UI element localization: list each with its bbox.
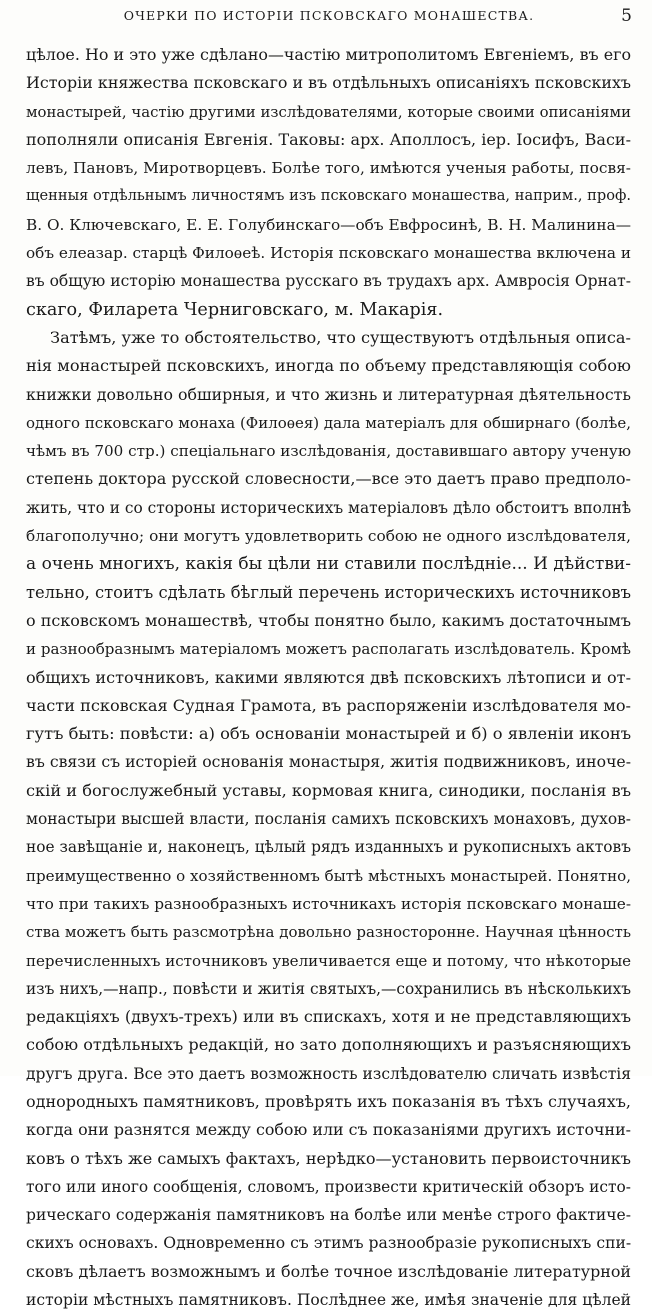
- text-line: въ связи съ исторіей основанія монастыря, житія подвижниковъ, иноче-: [26, 752, 631, 772]
- text-line: левъ, Пановъ, Миротворцевъ. Болѣе того, имѣются ученыя работы, посвя-: [26, 159, 631, 178]
- text-line: одного псковскаго монаха (Филоѳея) дала матеріалъ для обширнаго (болѣе,: [26, 413, 631, 432]
- text-line: о псковскомъ монашествѣ, чтобы понятно было, какимъ достаточнымъ: [26, 610, 631, 630]
- text-line: когда они разнятся между собою или съ показаніями другихъ источни-: [26, 1120, 631, 1140]
- text-line: изъ нихъ,—напр., повѣсти и житія святыхъ,—сохранились въ нѣсколькихъ: [26, 979, 631, 998]
- text-line: степень доктора русской словесности,—все это даетъ право предполо-: [26, 469, 631, 489]
- running-title: ОЧЕРКИ ПО ИСТОРІИ ПСКОВСКАГО МОНАШЕСТВА.: [123, 8, 535, 23]
- text-line: Исторіи княжества псковскаго и въ отдѣльныхъ описаніяхъ псковскихъ: [26, 73, 631, 93]
- text-line: пополняли описанія Евгенія. Таковы: арх. Аполлосъ, іер. Іосифъ, Васи-: [26, 129, 631, 149]
- text-line: преимущественно о хозяйственномъ бытѣ мѣстныхъ монастырей. Понятно,: [26, 866, 631, 885]
- text-line: объ елеазар. старцѣ Филоѳеѣ. Исторія псковскаго монашества включена и: [26, 244, 631, 263]
- paragraph: [26, 324, 631, 1314]
- text-line: жить, что и со стороны историческихъ матеріаловъ дѣло обстоитъ вполнѣ: [26, 498, 632, 517]
- text-line: гутъ быть: повѣсти: а) объ основаніи монастырей и б) о явленіи иконъ: [26, 724, 632, 744]
- text-line: собою отдѣльныхъ редакцій, но зато дополняющихъ и разъясняющихъ: [26, 1035, 631, 1055]
- text-line: рическаго содержанія памятниковъ на болѣе или менѣе строго фактиче-: [26, 1206, 631, 1225]
- text-line: книжки довольно обширныя, и что жизнь и литературная дѣятельность: [26, 384, 631, 404]
- page-number: 5: [621, 6, 632, 26]
- text-line: скихъ основахъ. Одновременно съ этимъ разнообразіе рукописныхъ спи-: [26, 1234, 632, 1253]
- text-line: ковъ о тѣхъ же самыхъ фактахъ, нерѣдко—установить первоисточникъ: [26, 1148, 631, 1168]
- text-line: исторіи мѣстныхъ памятниковъ. Послѣднее же, имѣя значеніе для цѣлей: [26, 1291, 632, 1310]
- text-line: другъ друга. Все это даетъ возможность изслѣдователю сличать извѣстія: [26, 1064, 631, 1083]
- text-line: чѣмъ въ 700 стр.) спеціальнаго изслѣдованія, доставившаго автору ученую: [26, 442, 631, 461]
- text-line: въ общую исторію монашества русскаго въ трудахъ арх. Амвросія Орнат-: [26, 272, 631, 291]
- body-text: [26, 41, 631, 1314]
- page-header: [26, 6, 632, 30]
- text-line: Затѣмъ, уже то обстоятельство, что существуютъ отдѣльныя описа-: [50, 327, 631, 347]
- text-line: тельно, стоитъ сдѣлать бѣглый перечень историческихъ источниковъ: [26, 582, 631, 602]
- text-line: и разнообразнымъ матеріаломъ можетъ располагать изслѣдователь. Кромѣ: [26, 640, 631, 659]
- text-line: редакціяхъ (двухъ-трехъ) или въ спискахъ, хотя и не представляющихъ: [26, 1007, 631, 1027]
- text-line: монастыри высшей власти, посланія самихъ псковскихъ монаховъ, духов-: [26, 810, 631, 829]
- text-line: монастырей, частію другими изслѣдователями, которые своими описаніями: [26, 102, 631, 121]
- text-line: нія монастырей псковскихъ, иногда по объему представляющія собою: [26, 356, 631, 376]
- text-line: ства можетъ быть разсмотрѣна довольно разносторонне. Научная цѣнность: [26, 923, 631, 942]
- text-line: В. О. Ключевскаго, Е. Е. Голубинскаго—объ Евфросинѣ, В. Н. Малинина—: [26, 215, 631, 234]
- text-line: а очень многихъ, какія бы цѣли ни ставили послѣдніе... И дѣйстви-: [26, 554, 631, 575]
- text-line: перечисленныхъ источниковъ увеличивается еще и потому, что нѣкоторые: [26, 951, 632, 970]
- text-line: что при такихъ разнообразныхъ источникахъ исторія псковскаго монаше-: [26, 894, 631, 913]
- text-line: скаго, Филарета Черниговскаго, м. Макарія.: [26, 299, 444, 320]
- text-line: общихъ источниковъ, какими являются двѣ псковскихъ лѣтописи и от-: [26, 667, 631, 687]
- text-line: части псковская Судная Грамота, въ распоряженіи изслѣдователя мо-: [26, 695, 631, 715]
- paragraph: [26, 41, 631, 324]
- text-line: ное завѣщаніе и, наконецъ, цѣлый рядъ изданныхъ и рукописныхъ актовъ: [26, 838, 631, 857]
- text-line: цѣлое. Но и это уже сдѣлано—частію митрополитомъ Евгеніемъ, въ его: [26, 45, 631, 64]
- text-line: того или иного сообщенія, словомъ, произвести критическій обзоръ исто-: [26, 1177, 631, 1196]
- text-line: скій и богослужебный уставы, кормовая книга, синодики, посланія въ: [26, 780, 631, 800]
- text-line: щенныя отдѣльнымъ личностямъ изъ псковскаго монашества, наприм., проф.: [26, 187, 631, 205]
- text-line: однородныхъ памятниковъ, провѣрять ихъ показанія въ тѣхъ случаяхъ,: [26, 1091, 631, 1111]
- text-line: благополучно; они могутъ удовлетворить собою не одного изслѣдователя,: [26, 527, 631, 546]
- text-line: сковъ дѣлаетъ возможнымъ и болѣе точное изслѣдованіе литературной: [26, 1261, 631, 1281]
